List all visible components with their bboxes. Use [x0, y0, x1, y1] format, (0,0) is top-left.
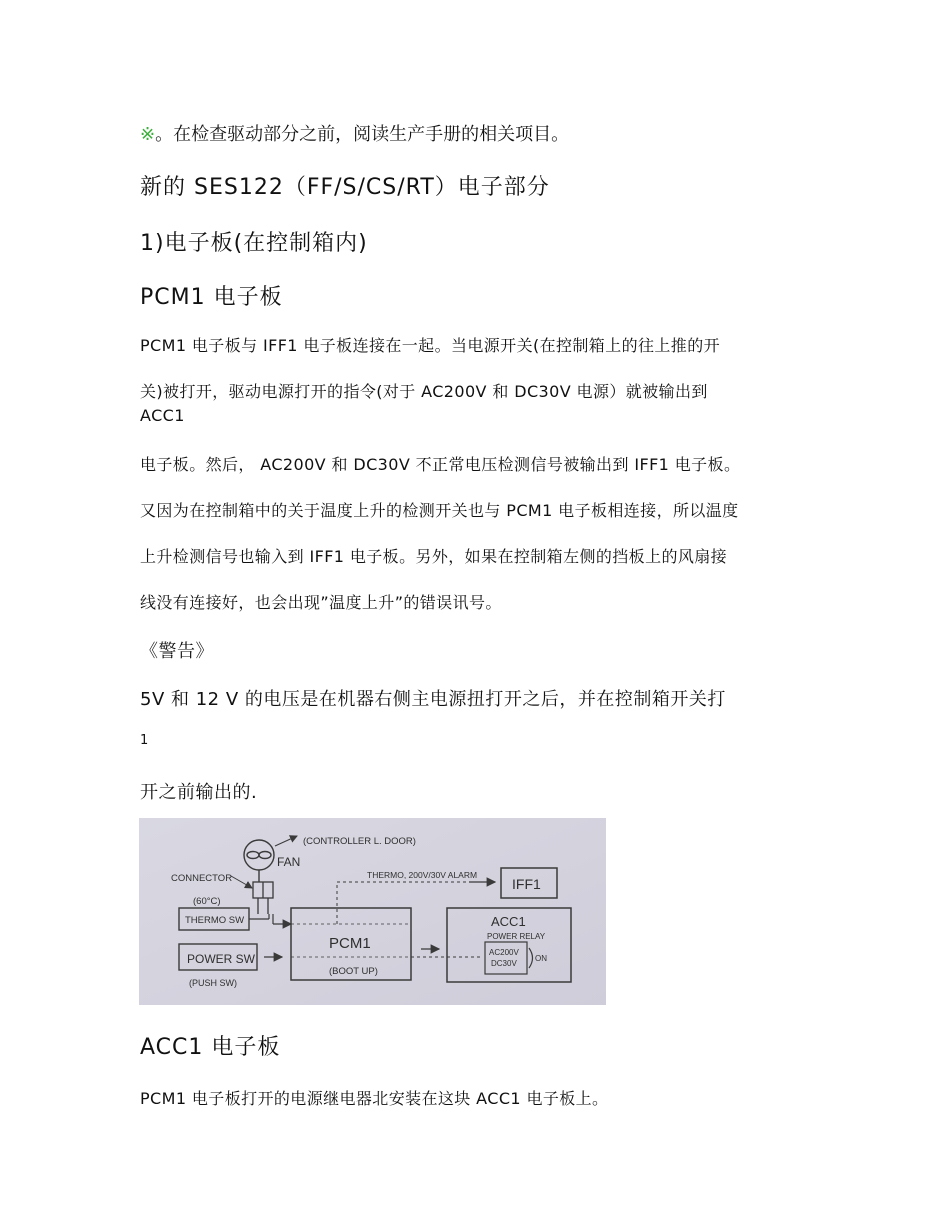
note-line [140, 120, 569, 146]
label-dc30v: DC30V [491, 959, 517, 968]
label-ac200v: AC200V [489, 948, 519, 957]
label-boot-up: (BOOT UP) [329, 966, 378, 977]
paragraph-line: 关)被打开，驱动电源打开的指令(对于 AC200V 和 DC30V 电源）就被输出到 [140, 382, 708, 401]
label-iff1: IFF1 [512, 876, 541, 892]
reference-mark-icon: ※ [140, 124, 156, 145]
note-text: 。在检查驱动部分之前，阅读生产手册的相关项目。 [155, 124, 570, 145]
warning-label: 《警告》 [140, 641, 214, 662]
paragraph-line: PCM1 电子板与 IFF1 电子板连接在一起。当电源开关(在控制箱上的往上推的开 [140, 336, 721, 355]
label-power-relay: POWER RELAY [487, 932, 546, 941]
warning-text-line: 5V 和 12 V 的电压是在机器右侧主电源扭打开之后，并在控制箱开关打 [140, 689, 726, 710]
warning-text-line: 开之前输出的. [140, 782, 258, 803]
label-connector: CONNECTOR [171, 873, 233, 884]
document-title: 新的 SES122（FF/S/CS/RT）电子部分 [140, 175, 550, 200]
wiring-diagram [139, 818, 606, 1005]
label-power-sw: POWER SW [187, 952, 255, 966]
paragraph-acc1: PCM1 电子板打开的电源继电器北安装在这块 ACC1 电子板上。 [140, 1089, 609, 1108]
label-push-sw: (PUSH SW) [189, 978, 237, 988]
paragraph-line: 上升检测信号也输入到 IFF1 电子板。另外，如果在控制箱左侧的挡板上的风扇接 [140, 547, 728, 566]
label-on: ON [535, 954, 547, 963]
paragraph-line: ACC1 [140, 406, 185, 425]
section-heading-electronic-boards: 1)电子板(在控制箱内) [140, 231, 368, 256]
paragraph-line: 线没有连接好，也会出现”温度上升”的错误讯号。 [140, 593, 502, 612]
label-fan: FAN [277, 855, 301, 869]
page-number: 1 [140, 733, 149, 748]
paragraph-line: 又因为在控制箱中的关于温度上升的检测开关也与 PCM1 电子板相连接，所以温度 [140, 501, 739, 520]
label-controller-door: (CONTROLLER L. DOOR) [303, 836, 416, 847]
label-pcm1: PCM1 [329, 935, 371, 952]
label-acc1: ACC1 [491, 914, 526, 929]
heading-pcm1-board: PCM1 电子板 [140, 285, 283, 310]
heading-acc1-board: ACC1 电子板 [140, 1035, 281, 1060]
label-thermo-sw: THERMO SW [185, 915, 245, 926]
label-alarm: THERMO, 200V/30V ALARM [367, 870, 478, 880]
paragraph-line: 电子板。然后， AC200V 和 DC30V 不正常电压检测信号被输出到 IFF1 电子板。 [140, 455, 741, 474]
label-temperature: (60°C) [193, 896, 221, 907]
